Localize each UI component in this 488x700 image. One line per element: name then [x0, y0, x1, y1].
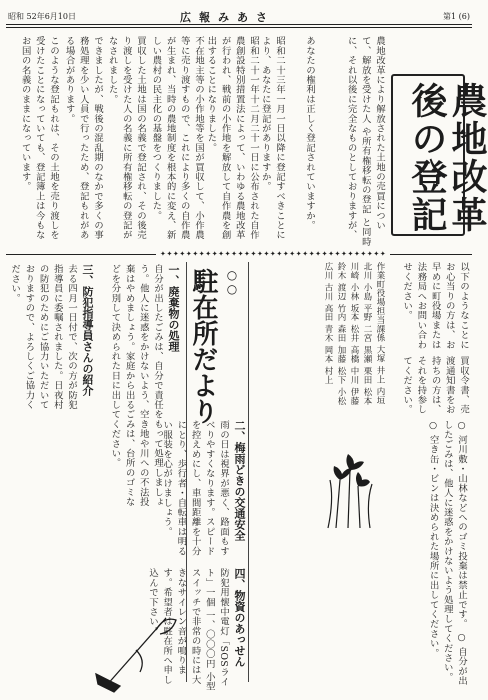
section-2-body: 雨の日は視界が悪く、路面もすべりやすくなります。スピードを控えめにし、車間距離を十分にとり、歩行者・自転車は明るい服装を心がけましょう。: [161, 420, 229, 556]
article-body-1: 農地改革により解放された土地の売買につい て、解放を受けた人 や所有権移転の登記 と同時に、それ以後に完全なものとしておりますが、: [345, 36, 385, 247]
star-divider: ✦✦✦✦✦✦✦✦✦✦✦✦✦✦✦✦✦✦✦✦✦✦✦✦✦✦✦✦✦✦✦✦✦✦✦: [160, 250, 387, 258]
names-list: 作業町役場担当課係 大塚 井上 内垣 北川 小島 平野 二宮 黒瀬 栗田 松本 川崎 小林 坂本 松井 高橋 中川 伊藤 鈴木 渡辺 竹内 森田 加藤 松下 小松 広川 古川 高田 青木 岡本 村上: [323, 262, 385, 409]
section-2-heading: 二、梅雨どきの交通安全: [233, 420, 246, 541]
section-1-heading: 一、廃棄物の処理: [167, 264, 180, 352]
article-body-3: 昭和二十三年一月一日以降に登記すべきことにより、あなたに登記がありますか。: [259, 36, 285, 240]
bottom-right-notice: ○ 河川敷・山林などへのゴミ投棄は禁止です。 ○ 自分が出したごみは、他人に迷惑をかけないよう処理してください。 ○ 空き缶・ビンは決められた場所に出してください。: [427, 420, 467, 686]
newspaper-title: 広報みあさ: [180, 11, 275, 24]
article-body-5: 不在地主等の小作地等を国が買収して、小作農等に売り渡すもので、これにより多くの自作農が生まれ、当時の農地制度を根本的に変え、新しい農村の民主化の基盤をつくりました。: [150, 36, 204, 240]
header-rule: [6, 24, 472, 25]
article-body-7: できましたが、戦後の混乱期のなかで多くの事務処理を少い人員で行ったため、登記もれがある場合があります。: [63, 36, 103, 240]
article-body-2: あなたの権利は正しく登記されていますか。: [304, 36, 315, 230]
section-4-heading: 四、物資のあっせん: [233, 568, 246, 667]
page-number: 第1 (6): [443, 12, 470, 21]
article-title-box: [391, 74, 488, 236]
mid-rule-left: [6, 254, 156, 255]
section-3-body: 去る四月一日付で、次の方が防犯指導員に委嘱されました。日夜村の防犯のためにご協力いただいておりますので、よろしくご協力ください。: [9, 264, 77, 410]
article-body-4: 昭和二十一年十二月二十一日に公布された自作農創設特別措置法によって、いわゆる農地改革が行われ、戦前の小作地を解放して自作農を創出することになりました。: [205, 36, 259, 240]
article-body-8: このような登記もれは、その土地を売り渡しを受けたことになっていても、登記簿上は今もなお国の名義のままになっています。: [19, 36, 59, 240]
issue-date: 昭和 52年6月10日: [8, 12, 76, 21]
notice-title: 駐在所だより: [188, 268, 218, 424]
names-divider: [248, 262, 249, 682]
iris-illustration: [318, 440, 382, 530]
article-continuation: 以下のようなことにお心当りの方は、お早めに町役場または法務局へお問い合わせください。: [401, 262, 469, 350]
article-continuation-2: 買収令書、売渡通知書をお持ちの方は、それを持参してください。: [401, 356, 469, 415]
article-title: 農地改革後の登記: [406, 82, 488, 234]
notice-mark: ○○: [225, 268, 239, 296]
sweeping-illustration: [96, 600, 182, 692]
article-body-6: 買収した土地は国の名義で登記され、その後売り渡しを受けた人の名義に所有権移転の登記がなされました。: [106, 36, 146, 240]
header-rule-2: [6, 27, 472, 28]
section-3-heading: 三、防犯指導員さんの紹介: [81, 264, 94, 396]
section-4-body: 防犯用懐中電灯「SOSライト」一個 一、〇〇〇円 小型スイッチで非常の時には大きなサイレン音が鳴ります。希望者は駐在所へ申し込んで下さい。: [146, 568, 229, 692]
section-1-body: 自分が出したごみは、自分で責任をもって処理しましょう。他人に迷惑をかけないよう、空き地や川への不法投棄はやめましょう。家庭から出るごみは、台所のゴミなどを分別して決められた日に出してください。: [109, 264, 163, 507]
page-header: [8, 9, 470, 22]
mid-rule-right: [390, 254, 472, 255]
